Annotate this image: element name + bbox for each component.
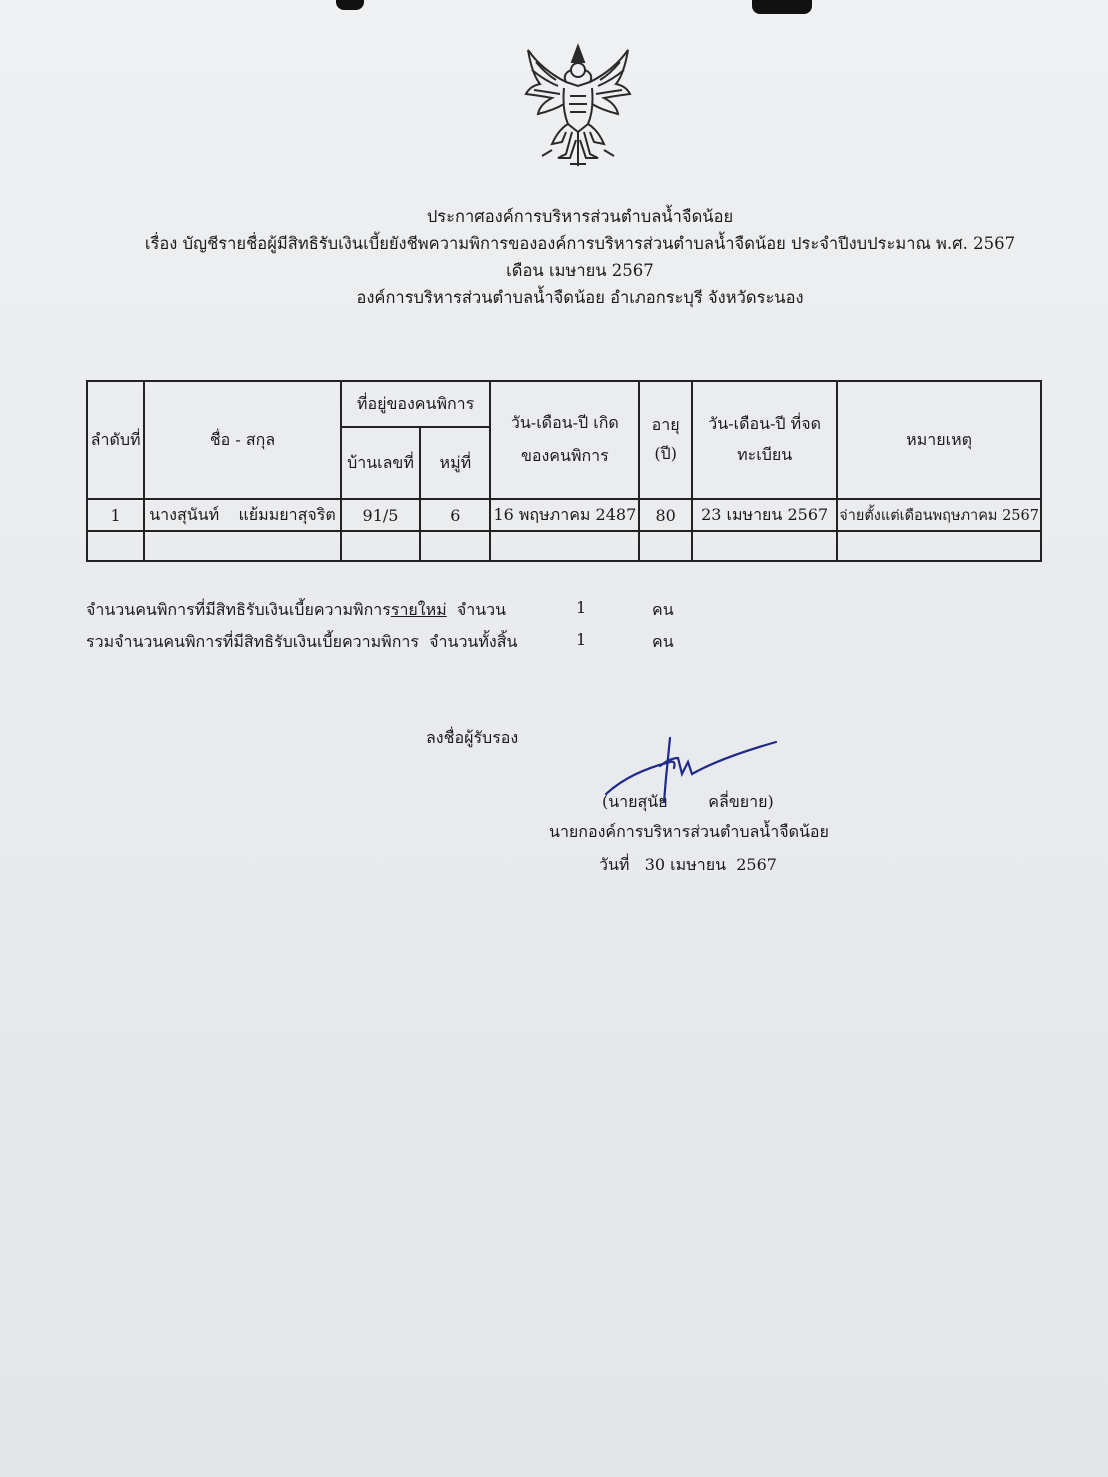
cell-house-no: 91/5 (341, 499, 421, 531)
summary-total-unit: คน (652, 632, 674, 651)
signer-name: (นายสุนัย คลี่ขยาย) (602, 792, 774, 811)
empty-cell (144, 531, 341, 561)
empty-cell (490, 531, 639, 561)
empty-cell (692, 531, 837, 561)
cell-order: 1 (87, 499, 144, 531)
header-remark: หมายเหตุ (837, 381, 1041, 499)
header-reg-date-line-2: ทะเบียน (737, 445, 793, 464)
header-age-line-2: (ปี) (654, 444, 677, 463)
cell-reg-date: 23 เมษายน 2567 (692, 499, 837, 531)
cell-age: 80 (639, 499, 692, 531)
empty-cell (837, 531, 1041, 561)
header-village: หมู่ที่ (420, 427, 490, 499)
header-name: ชื่อ - สกุล (144, 381, 341, 499)
header-age (639, 381, 692, 499)
signature-date: วันที่ 30 เมษายน 2567 (599, 855, 777, 874)
signer-position: นายกองค์การบริหารส่วนตำบลน้ำจืดน้อย (549, 822, 829, 841)
header-line-4: องค์การบริหารส่วนตำบลน้ำจืดน้อย อำเภอกระบุรี จังหวัดระนอง (356, 288, 804, 307)
header-line-2: เรื่อง บัญชีรายชื่อผู้มีสิทธิรับเงินเบี้ยยังชีพความพิการขององค์การบริหารส่วนตำบลน้ำจืดน้อย ประจำปีงบประมาณ พ.ศ. 2567 (144, 234, 1016, 253)
table-row-empty (87, 531, 1041, 561)
empty-cell (87, 531, 144, 561)
header-address: ที่อยู่ของคนพิการ (341, 381, 491, 427)
header-house-no: บ้านเลขที่ (341, 427, 421, 499)
header-birth-date (490, 381, 639, 499)
summary-new-label-b: จำนวน (446, 600, 507, 619)
header-line-1: ประกาศองค์การบริหารส่วนตำบลน้ำจืดน้อย (426, 207, 734, 226)
summary-new-label-underlined: รายใหม่ (390, 600, 447, 619)
top-ink-mark (752, 0, 812, 14)
empty-cell (639, 531, 692, 561)
summary-new-count: 1 (576, 598, 587, 617)
beneficiary-table (86, 380, 1042, 562)
header-birth-date-line-1: วัน-เดือน-ปี เกิด (510, 413, 619, 432)
header-reg-date (692, 381, 837, 499)
cell-remark: จ่ายตั้งแต่เดือนพฤษภาคม 2567 (837, 499, 1041, 531)
garuda-emblem-icon (522, 40, 634, 172)
cell-village: 6 (420, 499, 490, 531)
header-order: ลำดับที่ (87, 381, 144, 499)
header-line-3: เดือน เมษายน 2567 (506, 261, 654, 280)
header-birth-date-line-2: ของคนพิการ (520, 446, 609, 465)
header-reg-date-line-1: วัน-เดือน-ปี ที่จด (708, 414, 821, 433)
top-ink-mark (336, 0, 364, 10)
summary-new-label-a: จำนวนคนพิการที่มีสิทธิรับเงินเบี้ยความพิการ (86, 600, 391, 619)
summary-new-label (86, 598, 506, 623)
cell-first-name: นางสุนันท์ (149, 504, 220, 524)
cell-name (144, 499, 341, 531)
document-header (60, 203, 1100, 311)
header-age-line-1: อายุ (651, 415, 680, 434)
table-row (87, 499, 1041, 531)
cell-last-name: แย้มมยาสุจริต (238, 504, 336, 524)
summary-total-label: รวมจำนวนคนพิการที่มีสิทธิรับเงินเบี้ยความพิการ จำนวนทั้งสิ้น (86, 632, 518, 651)
empty-cell (341, 531, 421, 561)
empty-cell (420, 531, 490, 561)
summary-total-count: 1 (576, 630, 587, 649)
certify-label: ลงชื่อผู้รับรอง (426, 728, 519, 747)
summary-new-unit: คน (652, 600, 674, 619)
cell-birth-date: 16 พฤษภาคม 2487 (490, 499, 639, 531)
